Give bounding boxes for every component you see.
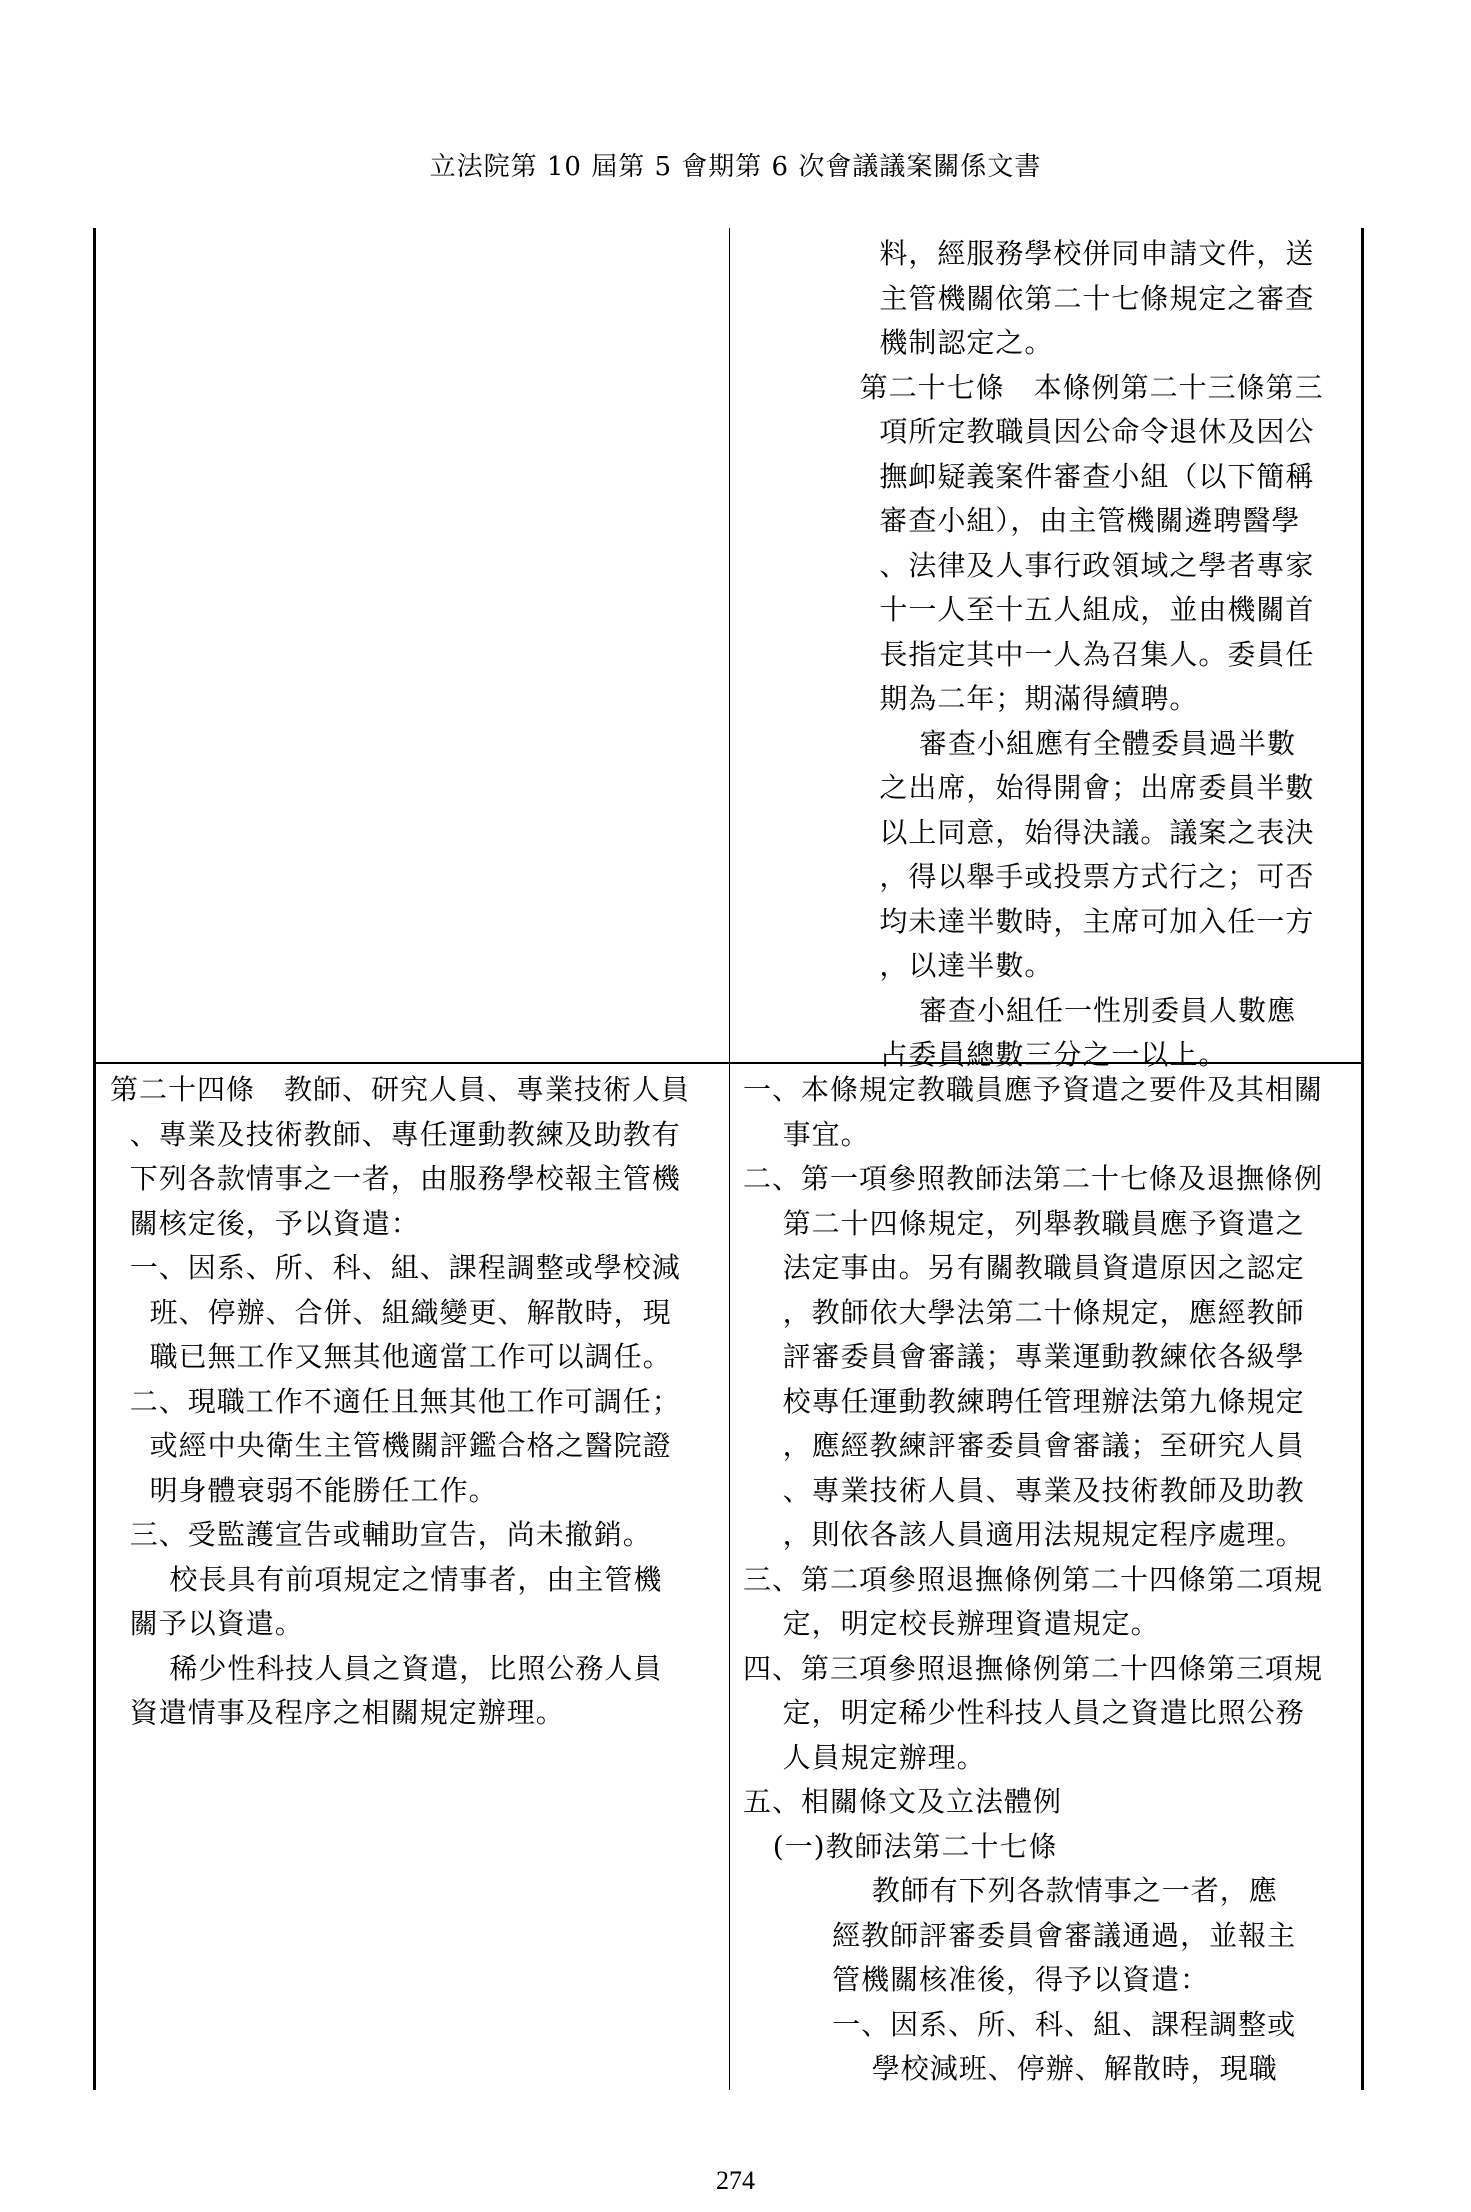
- text-line: ，得以舉手或投票方式行之；可否: [820, 860, 1315, 893]
- text-line: ，以達半數。: [820, 949, 1054, 982]
- text-line: 占委員總數三分之一以上。: [820, 1038, 1228, 1071]
- text-line: 、專業技術人員、專業及技術教師及助教: [743, 1473, 1305, 1507]
- text-line: 十一人至十五人組成，並由機關首: [820, 593, 1315, 626]
- text-line: 法定事由。另有關教職員資遣原因之認定: [743, 1251, 1305, 1284]
- text-line: 審查小組應有全體委員過半數: [820, 726, 1297, 760]
- bottom-left-cell: [110, 1068, 725, 1736]
- text-line: 第二十四條 教師、研究人員、專業技術人員: [110, 1073, 691, 1106]
- text-line: 一、本條規定教職員應予資遣之要件及其相關: [743, 1073, 1324, 1106]
- page-number: 274: [716, 2166, 755, 2195]
- text-line: 料，經服務學校併同申請文件，送: [820, 237, 1315, 270]
- text-line: 一、因系、所、科、組、課程調整或: [743, 2007, 1297, 2041]
- text-line: 學校減班、停辦、解散時，現職: [743, 2052, 1278, 2085]
- text-line: 之出席，始得開會；出席委員半數: [820, 771, 1315, 804]
- document-header: 立法院第 10 屆第 5 會期第 6 次會議議案關係文書: [429, 152, 1042, 182]
- text-line: 資遣情事及程序之相關規定辦理。: [110, 1696, 565, 1729]
- text-line: 定，明定校長辦理資遣規定。: [743, 1607, 1160, 1640]
- text-line: 職已無工作又無其他適當工作可以調任。: [110, 1340, 672, 1373]
- text-line: 撫卹疑義案件審查小組（以下簡稱: [820, 459, 1315, 493]
- table-left-border: [93, 228, 96, 2090]
- text-line: 評審委員會審議；專業運動教練依各級學: [743, 1340, 1305, 1373]
- text-line: 期為二年；期滿得續聘。: [820, 682, 1199, 715]
- text-line: 下列各款情事之一者，由服務學校報主管機: [110, 1162, 681, 1195]
- text-line: 、專業及技術教師、專任運動教練及助教有: [110, 1117, 681, 1151]
- text-line: 班、停辦、合併、組織變更、解散時，現: [110, 1295, 672, 1329]
- top-right-cell: [820, 232, 1360, 1078]
- text-line: 一、因系、所、科、組、課程調整或學校減: [110, 1251, 681, 1284]
- text-line: 以上同意，始得決議。議案之表決: [820, 815, 1315, 849]
- text-line: 項所定教職員因公命令退休及因公: [820, 415, 1315, 448]
- text-line: 主管機關依第二十七條規定之審查: [820, 281, 1315, 315]
- text-line: 二、第一項參照教師法第二十七條及退撫條例: [743, 1162, 1324, 1195]
- bottom-right-cell: [743, 1068, 1358, 2092]
- text-line: 事宜。: [743, 1117, 870, 1151]
- text-line: 或經中央衛生主管機關評鑑合格之醫院證: [110, 1429, 672, 1462]
- text-line: 關予以資遣。: [110, 1607, 304, 1640]
- text-line: 三、第二項參照退撫條例第二十四條第二項規: [743, 1562, 1324, 1596]
- text-line: ，教師依大學法第二十條規定，應經教師: [743, 1295, 1305, 1329]
- text-line: 定，明定稀少性科技人員之資遣比照公務: [743, 1696, 1305, 1729]
- text-line: 審查小組任一性別委員人數應: [820, 993, 1297, 1027]
- text-line: 第二十七條 本條例第二十三條第三: [820, 370, 1324, 404]
- text-line: 管機關核准後，得予以資遣：: [743, 1963, 1210, 1996]
- text-line: 教師有下列各款情事之一者，應: [743, 1874, 1278, 1907]
- text-line: 均未達半數時，主席可加入任一方: [820, 904, 1315, 938]
- text-line: 二、現職工作不適任且無其他工作可調任；: [110, 1384, 681, 1418]
- text-line: 經教師評審委員會審議通過，並報主: [743, 1918, 1297, 1952]
- text-line: 、法律及人事行政領域之學者專家: [820, 548, 1315, 582]
- text-line: 三、受監護宣告或輔助宣告，尚未撤銷。: [110, 1518, 652, 1551]
- text-line: 校長具有前項規定之情事者，由主管機: [110, 1562, 663, 1596]
- text-line: 長指定其中一人為召集人。委員任: [820, 637, 1315, 671]
- text-line: 稀少性科技人員之資遣，比照公務人員: [110, 1651, 663, 1685]
- text-line: 四、第三項參照退撫條例第二十四條第三項規: [743, 1651, 1324, 1685]
- text-line: (一)教師法第二十七條: [743, 1829, 1058, 1863]
- text-line: ，則依各該人員適用法規規定程序處理。: [743, 1518, 1305, 1551]
- text-line: 第二十四條規定，列舉教職員應予資遣之: [743, 1206, 1305, 1240]
- text-line: 明身體衰弱不能勝任工作。: [110, 1473, 498, 1507]
- text-line: 校專任運動教練聘任管理辦法第九條規定: [743, 1384, 1305, 1418]
- text-line: 機制認定之。: [820, 326, 1054, 359]
- text-line: ，應經教練評審委員會審議；至研究人員: [743, 1429, 1305, 1462]
- text-line: 五、相關條文及立法體例: [743, 1785, 1063, 1818]
- text-line: 人員規定辦理。: [743, 1740, 986, 1774]
- table-center-divider: [729, 228, 730, 2090]
- text-line: 審查小組），由主管機關遴聘醫學: [820, 504, 1301, 537]
- table-right-border: [1361, 228, 1364, 2090]
- text-line: 關核定後，予以資遣：: [110, 1206, 420, 1240]
